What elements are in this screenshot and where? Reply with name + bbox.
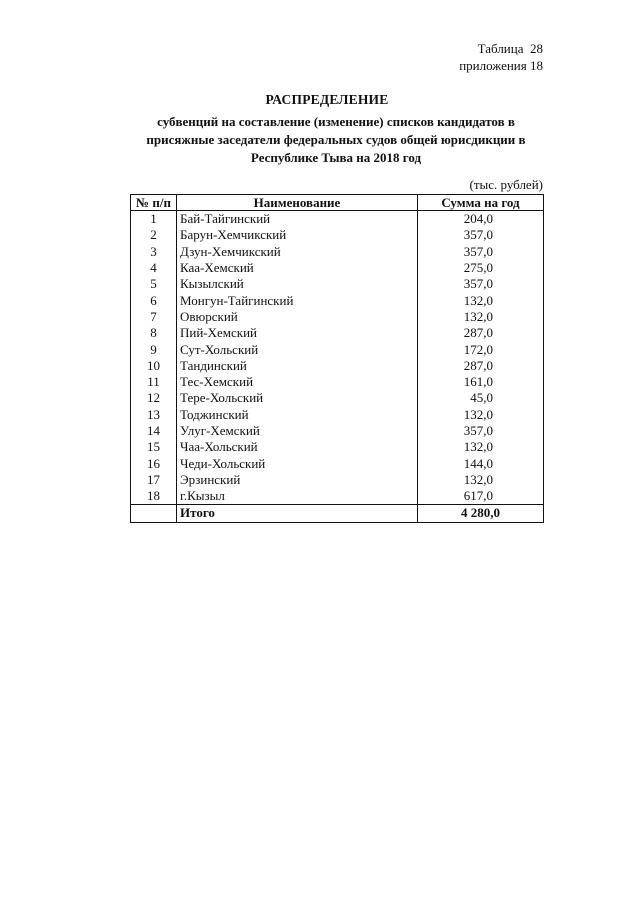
row-name-cell [177, 260, 418, 276]
row-name-cell [177, 309, 418, 325]
column-header-number: № п/п [131, 195, 177, 211]
column-header-sum: Сумма на год [418, 195, 544, 211]
row-name: Монгун-Тайгинский [180, 292, 294, 308]
row-number: 2 [131, 227, 177, 243]
appendix-label: приложения 18 [459, 58, 543, 73]
table-header-row [131, 195, 544, 211]
row-name-cell [177, 325, 418, 341]
row-number: 16 [131, 455, 177, 471]
row-name-cell [177, 227, 418, 243]
row-sum: 172,0 [463, 341, 493, 357]
table-row [131, 309, 544, 325]
table-row [131, 341, 544, 357]
row-name-cell [177, 439, 418, 455]
row-number: 8 [131, 325, 177, 341]
table-row [131, 472, 544, 488]
row-sum-cell [418, 292, 544, 308]
row-number: 10 [131, 358, 177, 374]
row-name: Каа-Хемский [180, 260, 254, 276]
table-row [131, 358, 544, 374]
table-row [131, 260, 544, 276]
row-number: 3 [131, 244, 177, 260]
row-sum-cell [418, 472, 544, 488]
table-row [131, 407, 544, 423]
row-name: Овюрский [180, 308, 238, 324]
table-row [131, 390, 544, 406]
row-number: 11 [131, 374, 177, 390]
total-sum: 4 280,0 [461, 505, 500, 521]
row-number: 7 [131, 309, 177, 325]
row-name: Бай-Тайгинский [180, 211, 271, 227]
row-sum-cell [418, 309, 544, 325]
row-name: Улуг-Хемский [180, 423, 260, 438]
row-sum: 357,0 [463, 243, 493, 259]
row-sum: 287,0 [463, 325, 493, 341]
row-name-cell [177, 390, 418, 406]
row-sum-cell [418, 325, 544, 341]
row-name-cell [177, 341, 418, 357]
table-reference [459, 40, 543, 74]
row-number: 15 [131, 439, 177, 455]
row-sum-cell [418, 439, 544, 455]
row-name: Кызылский [180, 276, 244, 292]
row-sum: 132,0 [463, 292, 493, 308]
row-name-cell [177, 211, 418, 228]
row-sum: 275,0 [463, 260, 493, 276]
row-name: Тере-Хольский [180, 390, 264, 406]
table-row [131, 455, 544, 471]
distribution-table [130, 194, 544, 523]
row-number: 4 [131, 260, 177, 276]
total-number-cell [131, 505, 177, 522]
row-name: Тес-Хемский [180, 374, 254, 390]
row-sum-cell [418, 488, 544, 505]
row-name-cell [177, 423, 418, 439]
row-name: Барун-Хемчикский [180, 227, 287, 243]
table-row [131, 292, 544, 308]
row-sum: 45,0 [470, 390, 493, 406]
row-sum: 132,0 [463, 406, 493, 422]
row-sum: 132,0 [463, 439, 493, 455]
row-name: Эрзинский [180, 471, 241, 487]
row-name: Чаа-Хольский [180, 439, 258, 455]
total-label-cell [177, 505, 418, 522]
row-number: 12 [131, 390, 177, 406]
row-number: 6 [131, 292, 177, 308]
row-name: г.Кызыл [180, 488, 225, 504]
total-label: Итого [180, 505, 215, 521]
row-name-cell [177, 374, 418, 390]
column-header-name: Наименование [177, 195, 418, 211]
total-row [131, 505, 544, 522]
table-row [131, 276, 544, 292]
row-number: 1 [131, 211, 177, 228]
row-sum: 132,0 [463, 471, 493, 487]
table-row [131, 439, 544, 455]
row-number: 14 [131, 423, 177, 439]
row-name-cell [177, 358, 418, 374]
table-row [131, 244, 544, 260]
row-sum-cell [418, 358, 544, 374]
row-name-cell [177, 276, 418, 292]
row-sum: 357,0 [463, 227, 493, 243]
row-name: Тандинский [180, 357, 247, 373]
row-sum: 144,0 [463, 455, 493, 471]
row-name-cell [177, 455, 418, 471]
row-sum-cell [418, 276, 544, 292]
document-subtitle: субвенций на составление (изменение) списков кандидатов в присяжные заседатели федеральных судов общей юрисдикции в Республике Тыва на 2018 год [146, 114, 526, 165]
row-sum-cell [418, 341, 544, 357]
row-sum: 357,0 [463, 276, 493, 292]
row-sum-cell [418, 260, 544, 276]
row-sum: 204,0 [463, 211, 493, 227]
row-name-cell [177, 407, 418, 423]
table-row [131, 488, 544, 505]
document-title: РАСПРЕДЕЛЕНИЕ [265, 92, 389, 107]
row-number: 13 [131, 407, 177, 423]
row-name: Сут-Хольский [180, 341, 259, 357]
row-sum-cell [418, 423, 544, 439]
table-number-label: Таблица 28 [477, 41, 543, 56]
units-note: (тыс. рублей) [469, 177, 543, 192]
row-sum: 132,0 [463, 308, 493, 324]
row-name-cell [177, 292, 418, 308]
row-name-cell [177, 488, 418, 505]
total-sum-cell [418, 505, 544, 522]
row-name: Тоджинский [180, 406, 249, 422]
table-row [131, 325, 544, 341]
title-block [0, 91, 640, 167]
row-sum: 617,0 [463, 488, 493, 504]
row-number: 17 [131, 472, 177, 488]
row-sum-cell [418, 244, 544, 260]
row-sum: 287,0 [463, 357, 493, 373]
row-sum-cell [418, 227, 544, 243]
row-name: Пий-Хемский [180, 325, 258, 341]
row-name: Чеди-Хольский [180, 455, 266, 471]
row-sum-cell [418, 390, 544, 406]
row-name-cell [177, 472, 418, 488]
row-sum-cell [418, 407, 544, 423]
row-sum: 357,0 [463, 423, 493, 438]
row-name-cell [177, 244, 418, 260]
table-row [131, 211, 544, 228]
row-number: 9 [131, 341, 177, 357]
row-name: Дзун-Хемчикский [180, 243, 281, 259]
row-sum-cell [418, 374, 544, 390]
table-row [131, 374, 544, 390]
row-number: 5 [131, 276, 177, 292]
table-row [131, 423, 544, 439]
table-row [131, 227, 544, 243]
row-sum-cell [418, 211, 544, 228]
row-sum: 161,0 [463, 374, 493, 390]
row-sum-cell [418, 455, 544, 471]
row-number: 18 [131, 488, 177, 505]
